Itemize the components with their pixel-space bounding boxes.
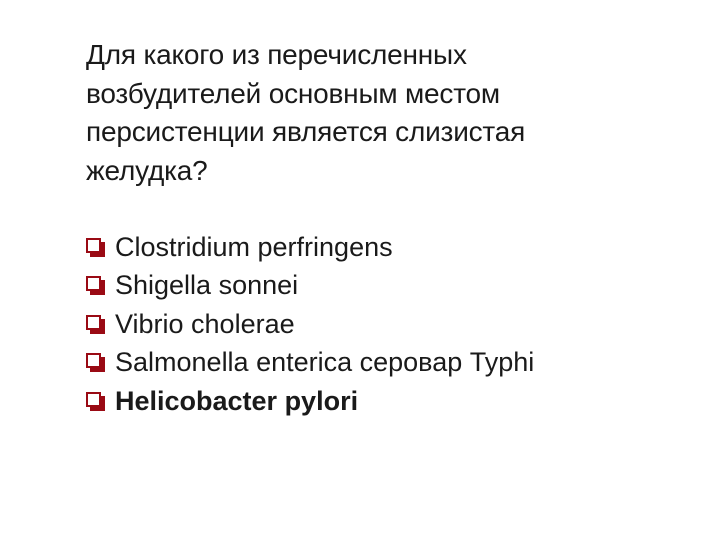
option-label: Salmonella enterica серовар Typhi	[115, 347, 535, 378]
option-label: Shigella sonnei	[115, 270, 299, 301]
option-salmonella[interactable]	[86, 344, 686, 383]
checkbox-icon[interactable]	[86, 315, 105, 334]
option-vibrio[interactable]	[86, 305, 686, 344]
option-label: Helicobacter pylori	[115, 385, 359, 416]
option-shigella[interactable]	[86, 267, 686, 306]
options-list	[86, 228, 686, 421]
option-label: Clostridium perfringens	[115, 231, 393, 262]
checkbox-icon[interactable]	[86, 238, 105, 257]
option-clostridium[interactable]	[86, 228, 686, 267]
option-label: Vibrio cholerae	[115, 308, 295, 339]
checkbox-icon[interactable]	[86, 353, 105, 372]
question-text: Для какого из перечисленных возбудителей основным местом персистенции является слизистая желудка?	[86, 39, 526, 186]
checkbox-icon[interactable]	[86, 276, 105, 295]
option-helicobacter[interactable]	[86, 382, 686, 421]
checkbox-icon[interactable]	[86, 392, 105, 411]
